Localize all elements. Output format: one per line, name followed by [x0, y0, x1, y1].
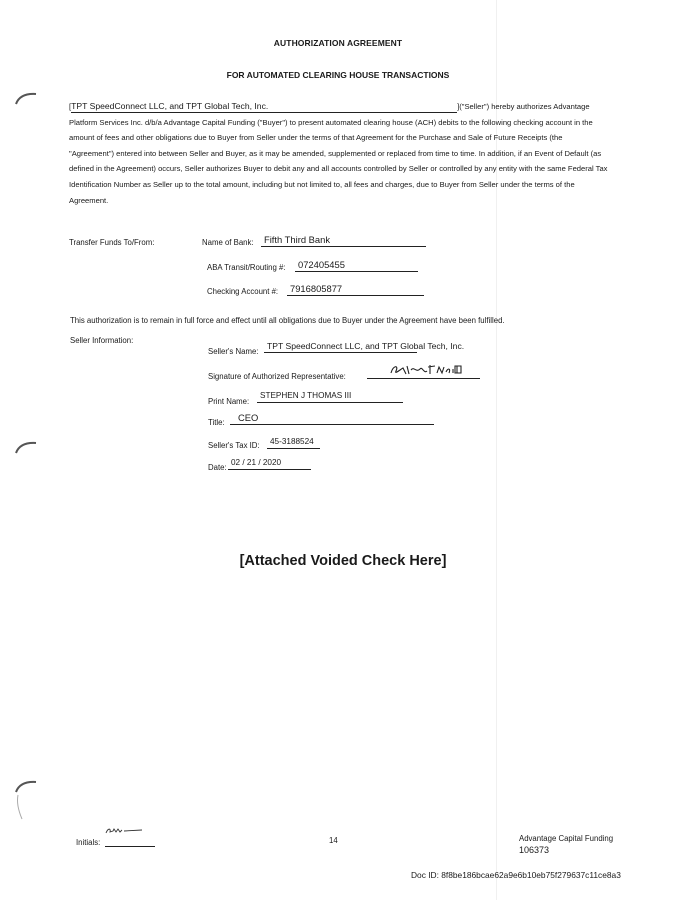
- authorization-paragraph: [69, 99, 609, 208]
- doc-id: Doc ID: 8f8be186bcae62a9e6b10eb75f279637c11ce8a3: [411, 870, 621, 880]
- seller-clause: ]("Seller") hereby authorizes: [457, 102, 552, 111]
- print-name-label: Print Name:: [208, 397, 250, 406]
- sellers-name-label: Seller's Name:: [208, 347, 259, 356]
- seller-information-label: Seller Information:: [70, 336, 134, 345]
- initials-scribble: [104, 826, 144, 836]
- tax-id-label: Seller's Tax ID:: [208, 441, 260, 450]
- transfer-funds-label: Transfer Funds To/From:: [69, 238, 155, 247]
- checking-account-value: 7916805877: [287, 283, 424, 296]
- bracket-open: [: [69, 102, 72, 111]
- date-label: Date:: [208, 463, 227, 472]
- checking-account-label: Checking Account #:: [207, 287, 279, 296]
- initials-label: Initials:: [76, 838, 101, 847]
- authorization-body: Advantage Platform Services Inc. d/b/a Advantage Capital Funding ("Buyer") to present automated clearing house (ACH) debits to the following checking account in the amount of fees and other obligations due to Buyer from Seller under the terms of that Agreement for the Purchase and Sale of Future Receipts (the "Agreement") entered into between Seller and Buyer, as it may be amended, supplemented or replaced from time to time. In addition, if an Event of Default (as defined in the Agreement) occurs, Seller authorizes Buyer to debit any and all accounts controlled by Seller or controlled by any entity with the same Federal Tax Identification Number as Seller up to the total amount, including but not limited to, all fees and charges, due to Buyer from Seller under the terms of the Agreement.: [69, 102, 608, 205]
- page-number: 14: [329, 836, 338, 845]
- full-force-statement: This authorization is to remain in full force and effect until all obligations due to Buyer under the Agreement have been fulfilled.: [70, 316, 505, 325]
- bank-name-label: Name of Bank:: [202, 238, 254, 247]
- print-name-value: STEPHEN J THOMAS III: [257, 390, 403, 403]
- punch-hole-mark: [14, 793, 38, 823]
- punch-hole-mark: [14, 778, 38, 794]
- punch-hole-mark: [14, 439, 38, 455]
- document-subtitle: FOR AUTOMATED CLEARING HOUSE TRANSACTIONS: [226, 70, 450, 80]
- reference-number: 106373: [519, 845, 550, 855]
- company-name: Advantage Capital Funding: [519, 834, 614, 843]
- bank-name-value: Fifth Third Bank: [261, 234, 426, 247]
- routing-value: 072405455: [295, 259, 418, 272]
- title-value: CEO: [230, 412, 434, 425]
- title-label: Title:: [208, 418, 225, 427]
- punch-hole-mark: [14, 90, 38, 106]
- signature-label: Signature of Authorized Representative:: [208, 372, 346, 381]
- voided-check-placeholder: [Attached Voided Check Here]: [239, 553, 447, 569]
- routing-label: ABA Transit/Routing #:: [207, 263, 286, 272]
- date-value: 02 / 21 / 2020: [228, 457, 311, 470]
- initials-field: [105, 846, 155, 847]
- seller-name-field: TPT SpeedConnect LLC, and TPT Global Tech, Inc.: [71, 101, 457, 113]
- handwritten-signature: [387, 363, 482, 377]
- signature-field: [367, 365, 480, 379]
- document-title: AUTHORIZATION AGREEMENT: [273, 38, 403, 48]
- tax-id-value: 45-3188524: [267, 436, 320, 449]
- sellers-name-value: TPT SpeedConnect LLC, and TPT Global Tech, Inc.: [264, 340, 417, 353]
